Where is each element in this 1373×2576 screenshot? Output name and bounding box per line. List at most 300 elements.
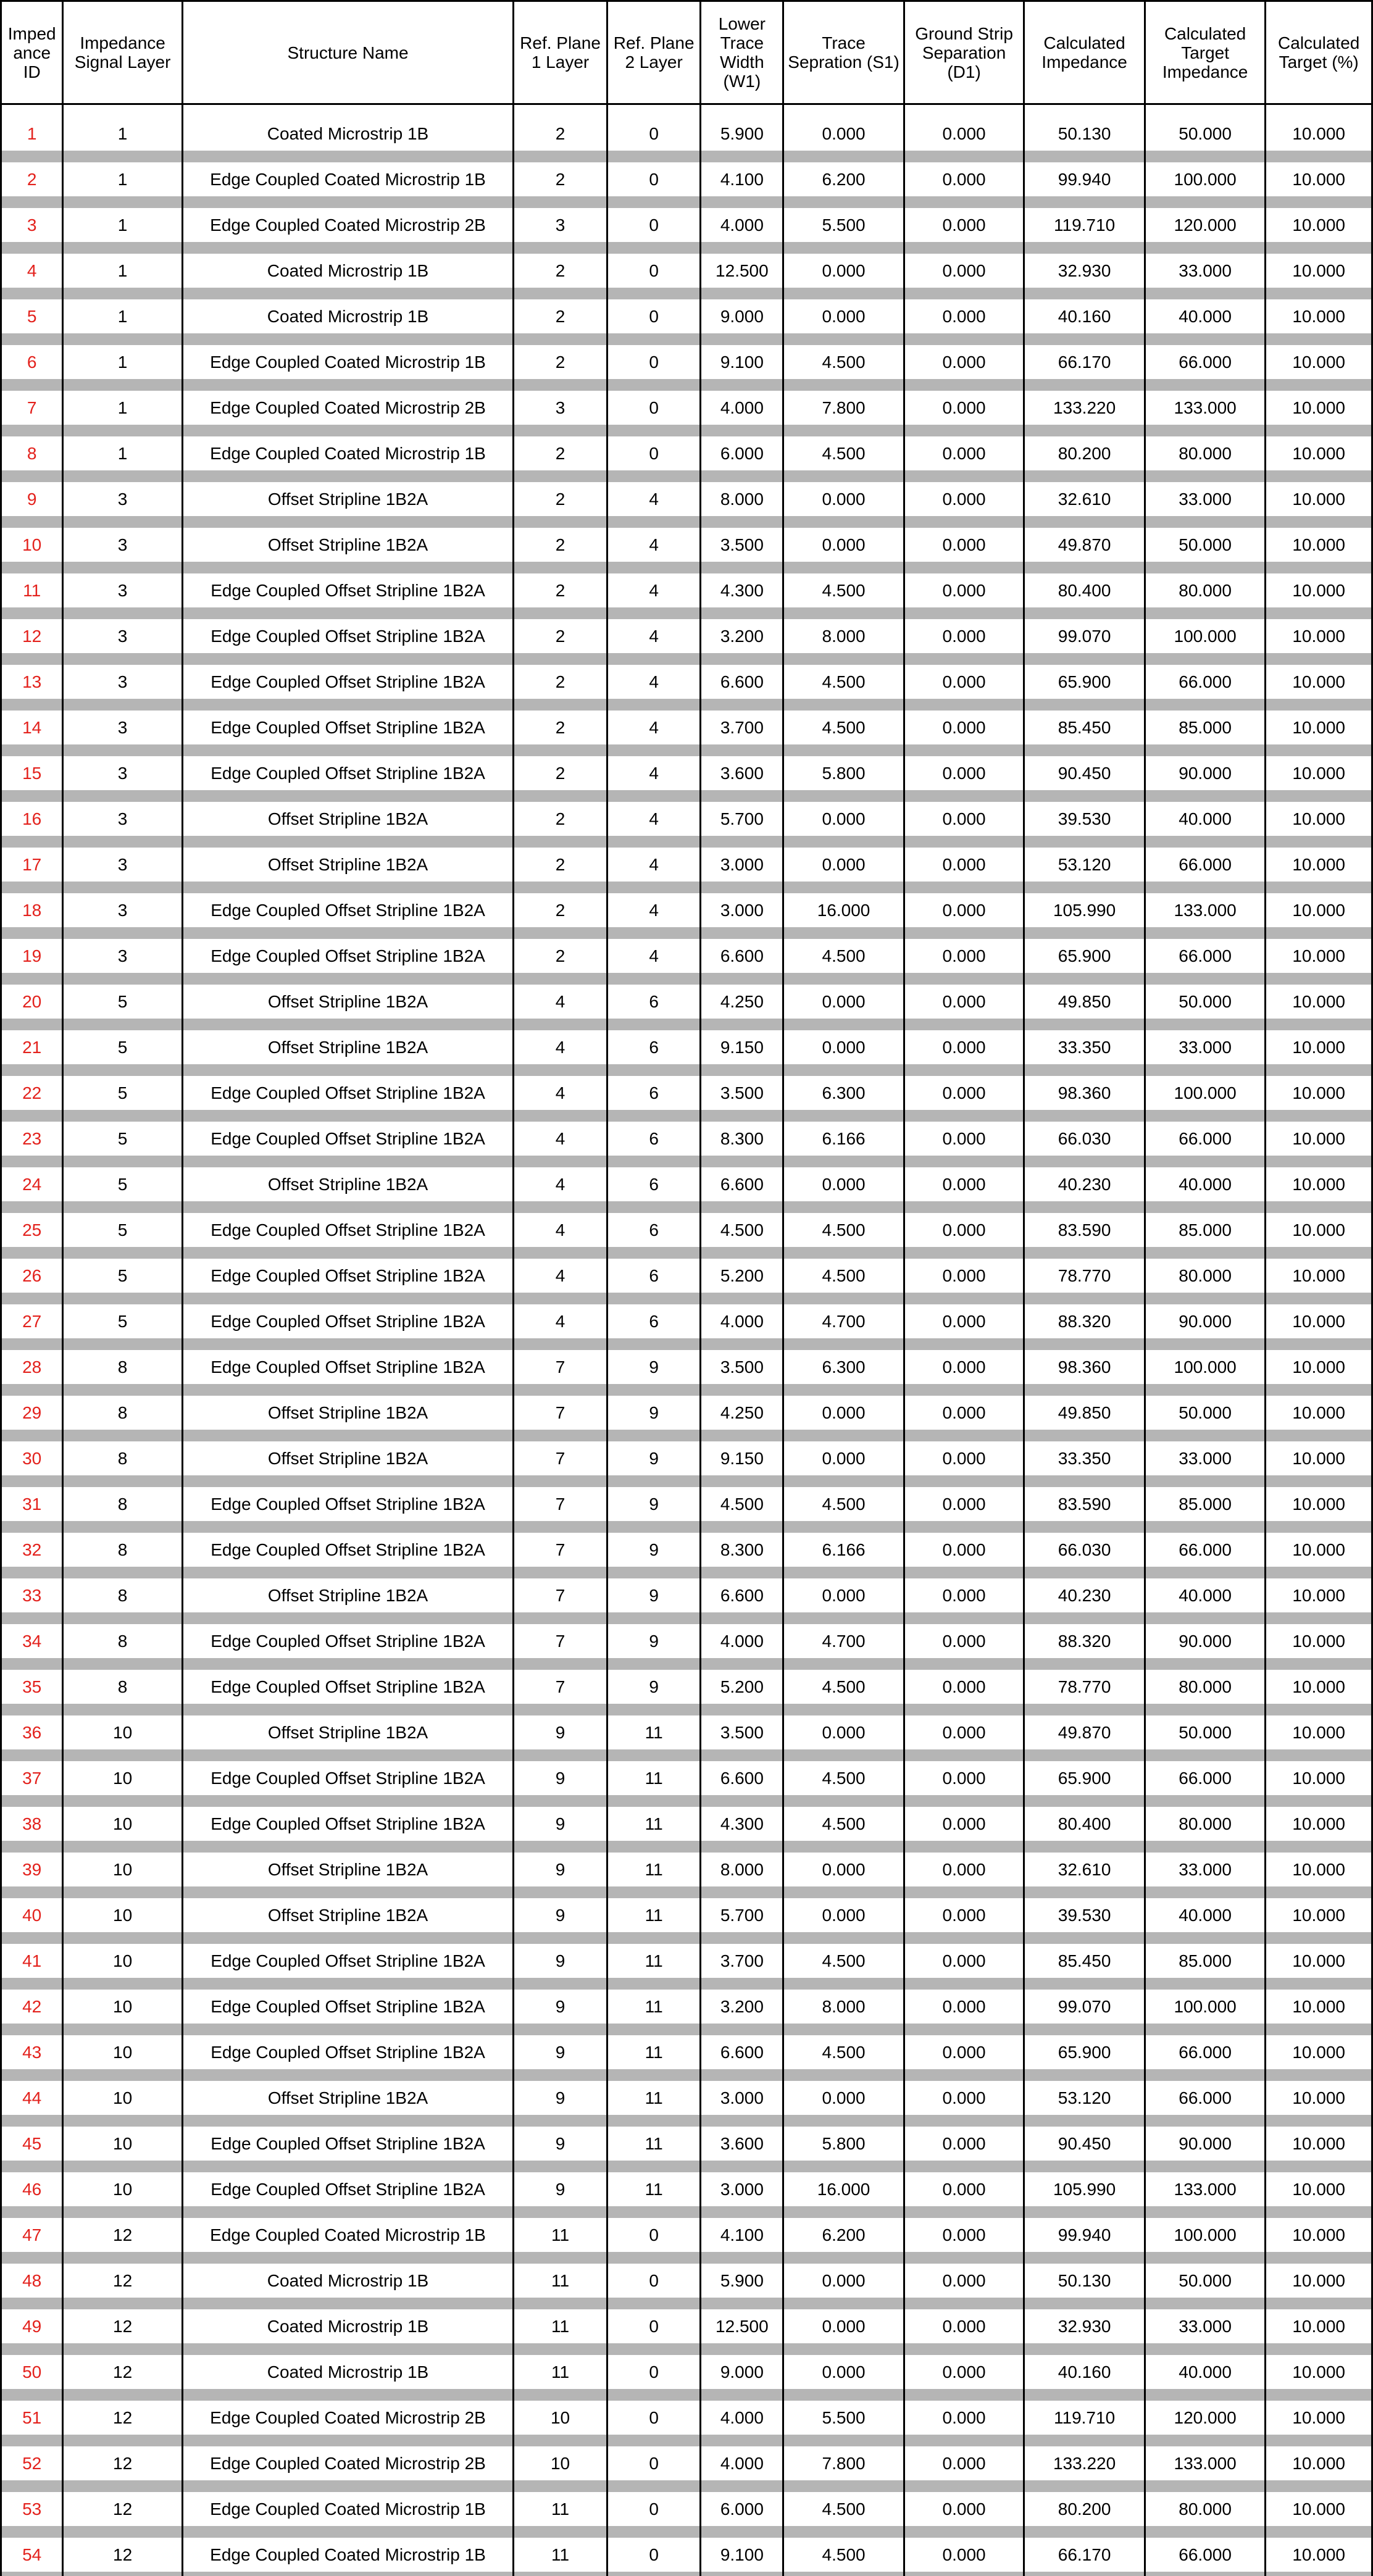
band-cell xyxy=(1024,2161,1145,2172)
table-row xyxy=(1,2172,1372,2206)
cell-ref-plane-1: 2 xyxy=(514,573,607,607)
band-cell xyxy=(783,2389,904,2401)
band-cell xyxy=(1145,973,1266,985)
cell-ref-plane-1: 2 xyxy=(514,482,607,516)
cell-signal-layer: 1 xyxy=(63,299,182,333)
cell-trace-width: 3.700 xyxy=(701,1944,783,1978)
cell-impedance-id: 45 xyxy=(1,2127,63,2161)
band-cell xyxy=(514,1704,607,1715)
band-cell xyxy=(514,1749,607,1761)
cell-target-percent: 10.000 xyxy=(1266,2035,1372,2069)
cell-signal-layer: 3 xyxy=(63,665,182,699)
band-cell xyxy=(1024,1384,1145,1396)
cell-calculated-impedance: 83.590 xyxy=(1024,1487,1145,1521)
table-row xyxy=(1,1030,1372,1064)
cell-trace-width: 9.150 xyxy=(701,1441,783,1475)
band-cell xyxy=(182,882,513,893)
cell-ref-plane-2: 11 xyxy=(607,1898,701,1932)
band-cell xyxy=(783,2435,904,2446)
cell-ref-plane-2: 9 xyxy=(607,1670,701,1704)
band-cell xyxy=(701,1704,783,1715)
table-row xyxy=(1,1350,1372,1384)
cell-trace-width: 4.300 xyxy=(701,1807,783,1841)
cell-target-percent: 10.000 xyxy=(1266,2218,1372,2252)
band-cell xyxy=(1266,470,1372,482)
cell-ref-plane-2: 6 xyxy=(607,1122,701,1156)
band-cell xyxy=(514,1932,607,1944)
band-cell xyxy=(904,1201,1024,1213)
cell-trace-separation: 4.700 xyxy=(783,1304,904,1338)
cell-impedance-id: 25 xyxy=(1,1213,63,1247)
cell-structure-name: Edge Coupled Offset Stripline 1B2A xyxy=(182,711,513,744)
cell-ref-plane-2: 6 xyxy=(607,1213,701,1247)
cell-trace-separation: 4.500 xyxy=(783,1670,904,1704)
band-cell xyxy=(701,2389,783,2401)
band-cell xyxy=(1,242,63,254)
band-cell xyxy=(783,1841,904,1853)
band-cell xyxy=(182,1110,513,1122)
cell-trace-width: 6.600 xyxy=(701,939,783,973)
cell-ref-plane-1: 4 xyxy=(514,985,607,1019)
table-row xyxy=(1,1533,1372,1567)
band-cell xyxy=(783,1704,904,1715)
cell-trace-width: 3.000 xyxy=(701,893,783,927)
cell-structure-name: Edge Coupled Coated Microstrip 2B xyxy=(182,208,513,242)
band-cell xyxy=(63,1612,182,1624)
band-cell xyxy=(701,425,783,436)
cell-ground-strip-separation: 0.000 xyxy=(904,2401,1024,2435)
band-cell xyxy=(1,1795,63,1807)
band-cell xyxy=(182,2526,513,2538)
band-cell xyxy=(1266,151,1372,162)
table-row xyxy=(1,1990,1372,2024)
band-cell xyxy=(1266,1156,1372,1167)
cell-impedance-id: 22 xyxy=(1,1076,63,1110)
cell-trace-separation: 4.500 xyxy=(783,1807,904,1841)
cell-calculated-impedance: 32.610 xyxy=(1024,482,1145,516)
band-cell xyxy=(783,1156,904,1167)
cell-signal-layer: 8 xyxy=(63,1441,182,1475)
band-cell xyxy=(514,2526,607,2538)
cell-trace-separation: 4.500 xyxy=(783,1761,904,1795)
cell-target-percent: 10.000 xyxy=(1266,893,1372,927)
band-cell xyxy=(701,882,783,893)
cell-trace-width: 3.000 xyxy=(701,848,783,882)
band-cell xyxy=(182,1475,513,1487)
band-cell xyxy=(1024,1795,1145,1807)
cell-impedance-id: 19 xyxy=(1,939,63,973)
header-trace-width: Lower Trace Width (W1) xyxy=(701,1,783,104)
band-cell xyxy=(63,1156,182,1167)
cell-ground-strip-separation: 0.000 xyxy=(904,1853,1024,1886)
band-cell xyxy=(1145,2024,1266,2035)
band-cell xyxy=(514,1886,607,1898)
cell-structure-name: Offset Stripline 1B2A xyxy=(182,1167,513,1201)
cell-signal-layer: 12 xyxy=(63,2401,182,2435)
cell-target-percent: 10.000 xyxy=(1266,1715,1372,1749)
band-cell xyxy=(1145,1749,1266,1761)
band-cell xyxy=(1145,1521,1266,1533)
cell-structure-name: Edge Coupled Coated Microstrip 1B xyxy=(182,345,513,379)
band-cell xyxy=(1024,699,1145,711)
cell-ref-plane-1: 7 xyxy=(514,1670,607,1704)
cell-ref-plane-2: 4 xyxy=(607,939,701,973)
band-cell xyxy=(904,2435,1024,2446)
row-separator xyxy=(1,470,1372,482)
band-cell xyxy=(1024,196,1145,208)
band-cell xyxy=(1,2069,63,2081)
band-cell xyxy=(1,2480,63,2492)
cell-target-impedance: 33.000 xyxy=(1145,1853,1266,1886)
header-signal-layer: Impedance Signal Layer xyxy=(63,1,182,104)
band-cell xyxy=(1266,1612,1372,1624)
band-cell xyxy=(607,744,701,756)
cell-trace-separation: 0.000 xyxy=(783,985,904,1019)
cell-impedance-id: 51 xyxy=(1,2401,63,2435)
cell-target-impedance: 66.000 xyxy=(1145,345,1266,379)
table-row xyxy=(1,1578,1372,1612)
band-cell xyxy=(182,927,513,939)
cell-calculated-impedance: 80.200 xyxy=(1024,436,1145,470)
band-cell xyxy=(607,2572,701,2576)
band-cell xyxy=(1266,1521,1372,1533)
cell-ref-plane-2: 6 xyxy=(607,1259,701,1293)
band-cell xyxy=(701,2298,783,2309)
cell-impedance-id: 48 xyxy=(1,2264,63,2298)
row-separator xyxy=(1,1612,1372,1624)
cell-target-percent: 10.000 xyxy=(1266,1350,1372,1384)
cell-impedance-id: 31 xyxy=(1,1487,63,1521)
row-separator xyxy=(1,2526,1372,2538)
cell-ref-plane-2: 0 xyxy=(607,2538,701,2572)
band-cell xyxy=(783,1064,904,1076)
cell-ref-plane-1: 2 xyxy=(514,436,607,470)
cell-target-percent: 10.000 xyxy=(1266,528,1372,562)
band-cell xyxy=(63,744,182,756)
band-cell xyxy=(63,2161,182,2172)
cell-signal-layer: 1 xyxy=(63,436,182,470)
cell-target-impedance: 66.000 xyxy=(1145,2035,1266,2069)
cell-impedance-id: 1 xyxy=(1,117,63,151)
band-cell xyxy=(514,151,607,162)
cell-ground-strip-separation: 0.000 xyxy=(904,848,1024,882)
band-cell xyxy=(1,1430,63,1441)
band-cell xyxy=(607,1247,701,1259)
band-cell xyxy=(607,104,701,117)
cell-target-percent: 10.000 xyxy=(1266,254,1372,288)
cell-trace-width: 3.000 xyxy=(701,2172,783,2206)
cell-target-percent: 10.000 xyxy=(1266,2081,1372,2115)
band-cell xyxy=(1,1247,63,1259)
cell-trace-separation: 0.000 xyxy=(783,254,904,288)
cell-ground-strip-separation: 0.000 xyxy=(904,939,1024,973)
band-cell xyxy=(182,744,513,756)
cell-ground-strip-separation: 0.000 xyxy=(904,299,1024,333)
cell-trace-width: 3.600 xyxy=(701,756,783,790)
band-cell xyxy=(182,1019,513,1030)
band-cell xyxy=(1,1475,63,1487)
band-cell xyxy=(1,2343,63,2355)
band-cell xyxy=(701,2252,783,2264)
cell-calculated-impedance: 78.770 xyxy=(1024,1259,1145,1293)
cell-ground-strip-separation: 0.000 xyxy=(904,2355,1024,2389)
band-cell xyxy=(182,699,513,711)
cell-ref-plane-2: 0 xyxy=(607,391,701,425)
cell-trace-width: 12.500 xyxy=(701,254,783,288)
band-cell xyxy=(1266,2024,1372,2035)
cell-ref-plane-1: 4 xyxy=(514,1213,607,1247)
cell-trace-separation: 4.500 xyxy=(783,2538,904,2572)
cell-trace-separation: 4.500 xyxy=(783,1213,904,1247)
band-cell xyxy=(1266,2252,1372,2264)
cell-trace-width: 9.100 xyxy=(701,345,783,379)
band-cell xyxy=(904,1156,1024,1167)
band-cell xyxy=(1024,425,1145,436)
cell-ground-strip-separation: 0.000 xyxy=(904,117,1024,151)
table-body xyxy=(1,104,1372,2576)
band-cell xyxy=(1,470,63,482)
cell-trace-separation: 5.500 xyxy=(783,2401,904,2435)
table-row xyxy=(1,162,1372,196)
cell-ref-plane-1: 4 xyxy=(514,1030,607,1064)
cell-target-impedance: 120.000 xyxy=(1145,208,1266,242)
cell-target-impedance: 133.000 xyxy=(1145,2172,1266,2206)
band-cell xyxy=(701,927,783,939)
cell-ref-plane-2: 0 xyxy=(607,2355,701,2389)
band-cell xyxy=(701,1795,783,1807)
band-cell xyxy=(1266,2435,1372,2446)
cell-signal-layer: 8 xyxy=(63,1487,182,1521)
band-cell xyxy=(701,1293,783,1304)
band-cell xyxy=(1266,1841,1372,1853)
cell-structure-name: Offset Stripline 1B2A xyxy=(182,1441,513,1475)
cell-ref-plane-1: 9 xyxy=(514,1761,607,1795)
cell-target-impedance: 33.000 xyxy=(1145,254,1266,288)
band-cell xyxy=(904,607,1024,619)
band-cell xyxy=(63,836,182,848)
band-cell xyxy=(607,653,701,665)
cell-trace-width: 3.200 xyxy=(701,619,783,653)
band-cell xyxy=(1,379,63,391)
band-cell xyxy=(1266,425,1372,436)
table-row xyxy=(1,1213,1372,1247)
cell-signal-layer: 10 xyxy=(63,2172,182,2206)
band-cell xyxy=(1145,1841,1266,1853)
cell-trace-separation: 4.500 xyxy=(783,1259,904,1293)
band-cell xyxy=(182,1612,513,1624)
cell-calculated-impedance: 78.770 xyxy=(1024,1670,1145,1704)
cell-trace-width: 4.000 xyxy=(701,1304,783,1338)
band-cell xyxy=(1266,1932,1372,1944)
band-cell xyxy=(514,1019,607,1030)
band-cell xyxy=(1,1841,63,1853)
cell-signal-layer: 5 xyxy=(63,1259,182,1293)
cell-trace-width: 6.600 xyxy=(701,1761,783,1795)
table-row xyxy=(1,893,1372,927)
band-cell xyxy=(1024,790,1145,802)
cell-structure-name: Edge Coupled Coated Microstrip 1B xyxy=(182,436,513,470)
band-cell xyxy=(783,242,904,254)
row-separator xyxy=(1,1384,1372,1396)
band-cell xyxy=(514,2389,607,2401)
band-cell xyxy=(1266,1978,1372,1990)
cell-calculated-impedance: 65.900 xyxy=(1024,665,1145,699)
band-cell xyxy=(1,744,63,756)
band-cell xyxy=(783,288,904,299)
band-cell xyxy=(904,1110,1024,1122)
table-row xyxy=(1,1898,1372,1932)
band-cell xyxy=(904,196,1024,208)
row-separator xyxy=(1,2435,1372,2446)
band-cell xyxy=(514,2480,607,2492)
cell-target-percent: 10.000 xyxy=(1266,1396,1372,1430)
band-cell xyxy=(63,882,182,893)
cell-target-impedance: 40.000 xyxy=(1145,1578,1266,1612)
row-separator xyxy=(1,379,1372,391)
band-cell xyxy=(1266,2480,1372,2492)
band-cell xyxy=(1266,2343,1372,2355)
cell-ref-plane-1: 2 xyxy=(514,619,607,653)
band-cell xyxy=(783,744,904,756)
cell-target-impedance: 50.000 xyxy=(1145,2264,1266,2298)
cell-target-percent: 10.000 xyxy=(1266,1441,1372,1475)
cell-ground-strip-separation: 0.000 xyxy=(904,1396,1024,1430)
band-cell xyxy=(1145,1978,1266,1990)
cell-ref-plane-2: 0 xyxy=(607,436,701,470)
band-cell xyxy=(1,2298,63,2309)
band-cell xyxy=(63,379,182,391)
cell-ground-strip-separation: 0.000 xyxy=(904,573,1024,607)
cell-structure-name: Offset Stripline 1B2A xyxy=(182,985,513,1019)
header-ref-plane-1: Ref. Plane 1 Layer xyxy=(514,1,607,104)
header-trace-separation: Trace Sepration (S1) xyxy=(783,1,904,104)
band-cell xyxy=(182,151,513,162)
cell-trace-width: 3.500 xyxy=(701,528,783,562)
cell-trace-separation: 0.000 xyxy=(783,1715,904,1749)
cell-calculated-impedance: 32.930 xyxy=(1024,254,1145,288)
cell-target-impedance: 40.000 xyxy=(1145,299,1266,333)
cell-structure-name: Edge Coupled Offset Stripline 1B2A xyxy=(182,619,513,653)
cell-ref-plane-1: 11 xyxy=(514,2309,607,2343)
band-cell xyxy=(1,1567,63,1578)
cell-target-impedance: 66.000 xyxy=(1145,2538,1266,2572)
band-cell xyxy=(63,607,182,619)
band-cell xyxy=(1145,836,1266,848)
band-cell xyxy=(607,2252,701,2264)
cell-ref-plane-1: 9 xyxy=(514,1990,607,2024)
cell-ref-plane-2: 4 xyxy=(607,802,701,836)
band-cell xyxy=(1024,653,1145,665)
band-cell xyxy=(514,699,607,711)
band-cell xyxy=(63,196,182,208)
cell-target-impedance: 133.000 xyxy=(1145,2446,1266,2480)
band-cell xyxy=(182,653,513,665)
cell-structure-name: Edge Coupled Offset Stripline 1B2A xyxy=(182,939,513,973)
band-cell xyxy=(1145,2480,1266,2492)
band-cell xyxy=(607,1658,701,1670)
band-cell xyxy=(904,242,1024,254)
band-cell xyxy=(514,562,607,573)
cell-signal-layer: 10 xyxy=(63,1898,182,1932)
band-cell xyxy=(607,1156,701,1167)
cell-signal-layer: 10 xyxy=(63,1853,182,1886)
band-cell xyxy=(514,2024,607,2035)
band-cell xyxy=(1145,1886,1266,1898)
cell-ground-strip-separation: 0.000 xyxy=(904,985,1024,1019)
row-separator xyxy=(1,1201,1372,1213)
cell-ref-plane-2: 6 xyxy=(607,1167,701,1201)
band-cell xyxy=(182,562,513,573)
cell-target-impedance: 50.000 xyxy=(1145,117,1266,151)
row-separator xyxy=(1,1841,1372,1853)
cell-signal-layer: 3 xyxy=(63,939,182,973)
cell-ref-plane-2: 11 xyxy=(607,1715,701,1749)
cell-ground-strip-separation: 0.000 xyxy=(904,1898,1024,1932)
band-cell xyxy=(63,653,182,665)
cell-trace-separation: 0.000 xyxy=(783,2355,904,2389)
band-cell xyxy=(514,927,607,939)
band-cell xyxy=(1145,1338,1266,1350)
cell-trace-width: 5.900 xyxy=(701,2264,783,2298)
cell-structure-name: Edge Coupled Offset Stripline 1B2A xyxy=(182,893,513,927)
band-cell xyxy=(182,333,513,345)
table-row xyxy=(1,1715,1372,1749)
band-cell xyxy=(1,1886,63,1898)
cell-signal-layer: 10 xyxy=(63,1990,182,2024)
row-separator xyxy=(1,2206,1372,2218)
header-ref-plane-2: Ref. Plane 2 Layer xyxy=(607,1,701,104)
band-cell xyxy=(607,836,701,848)
band-cell xyxy=(701,1064,783,1076)
band-cell xyxy=(1,1064,63,1076)
cell-trace-separation: 5.800 xyxy=(783,756,904,790)
table-row xyxy=(1,1122,1372,1156)
band-cell xyxy=(1145,1293,1266,1304)
band-cell xyxy=(904,2069,1024,2081)
cell-trace-width: 4.500 xyxy=(701,1487,783,1521)
band-cell xyxy=(63,1841,182,1853)
band-cell xyxy=(1024,2572,1145,2576)
band-cell xyxy=(783,2161,904,2172)
cell-impedance-id: 44 xyxy=(1,2081,63,2115)
cell-trace-separation: 0.000 xyxy=(783,2309,904,2343)
band-cell xyxy=(1266,1795,1372,1807)
cell-signal-layer: 1 xyxy=(63,117,182,151)
cell-target-percent: 10.000 xyxy=(1266,985,1372,1019)
band-cell xyxy=(1145,1475,1266,1487)
cell-target-percent: 10.000 xyxy=(1266,1076,1372,1110)
band-cell xyxy=(1266,927,1372,939)
cell-target-impedance: 80.000 xyxy=(1145,1807,1266,1841)
band-cell xyxy=(1145,242,1266,254)
band-cell xyxy=(1024,1338,1145,1350)
header-target-impedance: Calculated Target Impedance xyxy=(1145,1,1266,104)
row-separator xyxy=(1,1749,1372,1761)
cell-target-percent: 10.000 xyxy=(1266,2355,1372,2389)
cell-structure-name: Edge Coupled Coated Microstrip 2B xyxy=(182,391,513,425)
row-separator xyxy=(1,2572,1372,2576)
band-cell xyxy=(904,1430,1024,1441)
band-cell xyxy=(63,1521,182,1533)
cell-signal-layer: 3 xyxy=(63,711,182,744)
cell-impedance-id: 10 xyxy=(1,528,63,562)
band-cell xyxy=(1266,333,1372,345)
band-cell xyxy=(904,790,1024,802)
row-separator xyxy=(1,1430,1372,1441)
cell-ref-plane-2: 4 xyxy=(607,893,701,927)
cell-calculated-impedance: 53.120 xyxy=(1024,848,1145,882)
cell-target-impedance: 80.000 xyxy=(1145,436,1266,470)
